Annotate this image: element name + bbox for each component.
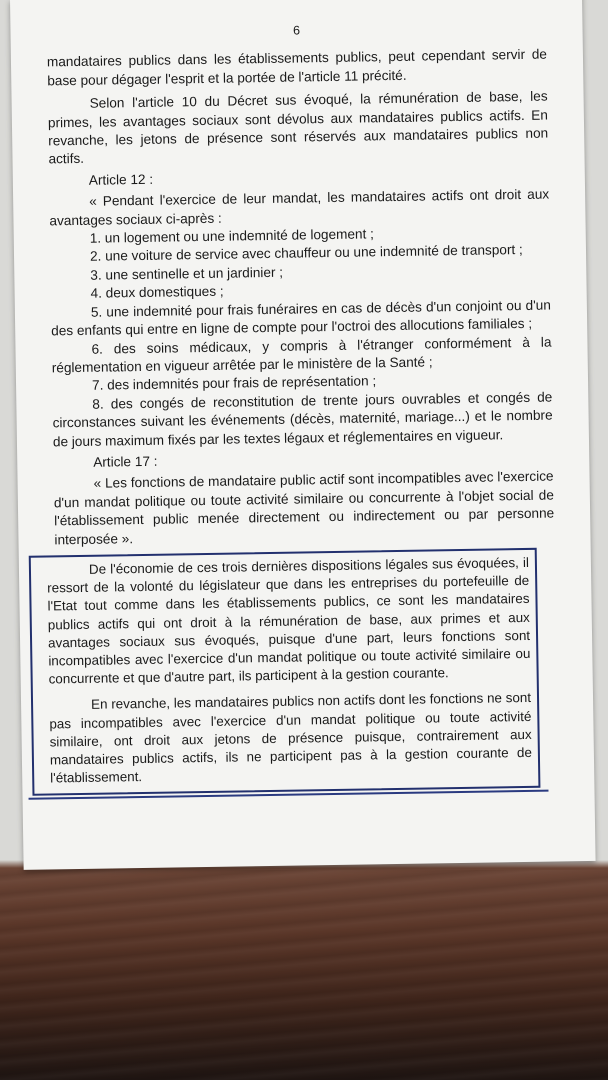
wooden-table-surface [0, 870, 608, 1080]
article-12-heading: Article 12 : [88, 171, 154, 188]
list-item: 2. une voiture de service avec chauffeur ou une indemnité de transport ; [89, 242, 523, 265]
boxed-paragraph-2: En revanche, les mandataires publics non actifs dont les fonctions ne sont pas incompatibles avec l'exercice d'un mandat politique ou toute activité similaire, ont droit aux jetons de présence puisque, contrairement aux mandataires publics actifs, ils ne participent pas à la gestion courante de l'établissement. [49, 690, 533, 786]
list-item: 8. des congés de reconstitution de trente jours ouvrables et congés de circonstances suivant les événements (décès, maternité, mariage...) et le nombre de jours maximum fixés par les textes légaux et réglementaires en vigueur. [52, 389, 553, 449]
document-page [10, 0, 596, 870]
boxed-paragraph-1: De l'économie de ces trois dernières dispositions légales sus évoquées, il ressort de la volonté du législateur que dans les entreprises du portefeuille de l'Etat tout comme dans les établissements publics, ce sont les mandataires publics actifs qui ont droit à la rémunération de base, aux primes et aux avantages sociaux sus évoqués, puisque d'une part, leurs fonctions sont incompatibles avec l'exercice d'un mandat politique ou toute activité similaire ou concurrente et que d'autre part, ils participent à la gestion courante. [47, 554, 531, 687]
hand-drawn-box [29, 548, 541, 796]
article-17-heading: Article 17 : [93, 453, 158, 470]
list-item: 4. deux domestiques ; [90, 283, 224, 302]
opening-paragraph: mandataires publics dans les établissements publics, peut cependant servir de base pour dégager l'esprit et la portée de l'article 11 précité. [46, 46, 548, 89]
list-item: 7. des indemnités pour frais de représentation ; [91, 373, 377, 394]
list-item: 6. des soins médicaux, y compris à l'étranger conformément à la réglementation en vigueur arrêtée par le ministère de la Santé ; [51, 334, 552, 376]
list-item: 5. une indemnité pour frais funéraires en cas de décès d'un conjoint ou d'un des enfants qui entre en ligne de compte pour l'octroi des allocutions familiales ; [51, 297, 551, 339]
decree-paragraph: Selon l'article 10 du Décret sus évoqué, la rémunération de base, les primes, les avantages sociaux sont dévolus aux mandataires publics actifs. En revanche, les jetons de présence sont réservés aux mandataires publics non actifs. [47, 88, 549, 167]
list-item: 3. une sentinelle et un jardinier ; [90, 264, 284, 283]
page-number: 6 [292, 23, 301, 38]
list-item: 1. un logement ou une indemnité de logement ; [89, 226, 374, 246]
article-17-text: « Les fonctions de mandataire public actif sont incompatibles avec l'exercice d'un mandat politique ou toute activité similaire ou concurrente à l'objet social de l'établissement public menée directement ou indirectement ou par personne interposée ». [53, 468, 555, 547]
pen-underline-mark [29, 790, 549, 800]
article-12-intro: « Pendant l'exercice de leur mandat, les mandataires actifs ont droit aux avantages sociaux ci-après : [49, 186, 550, 229]
document-body [46, 18, 558, 796]
benefits-list [50, 223, 553, 452]
